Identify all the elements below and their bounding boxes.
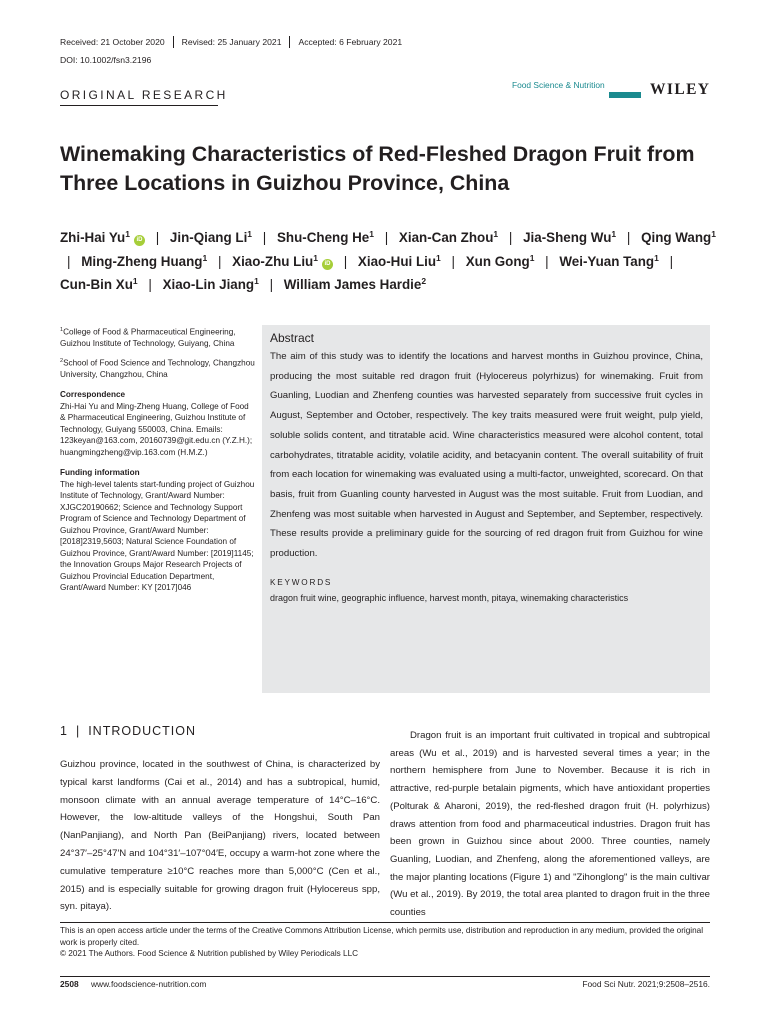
author-separator: | xyxy=(67,253,71,269)
orcid-icon[interactable]: iD xyxy=(322,259,333,270)
author-list xyxy=(60,226,720,297)
section-rule xyxy=(60,105,218,106)
author-name-text: Shu-Cheng He xyxy=(276,230,370,245)
author-name[interactable] xyxy=(170,230,252,245)
abstract-heading: Abstract xyxy=(270,331,315,345)
author-name-text: William James Hardie xyxy=(283,277,422,292)
correspondence-text: Zhi-Hai Yu and Ming-Zheng Huang, College of Food & Pharmaceutical Engineering, Guizhou Institute of Technology, Guiyang 550003, China. Emails: 123keyan@163.com, 20160739@git.edu.cn (Y.Z.H.); huangmingzheng@vip.163.com (H.M.Z.) xyxy=(60,401,253,457)
author-name[interactable] xyxy=(163,277,259,292)
funding-label: Funding information xyxy=(60,468,140,478)
article-title: Winemaking Characteristics of Red-Fleshed Dragon Fruit from Three Locations in Guizhou Province, China xyxy=(60,142,695,195)
journal-website-link[interactable]: www.foodscience-nutrition.com xyxy=(90,979,207,989)
author-separator: | xyxy=(626,230,631,245)
author-name[interactable] xyxy=(60,277,138,292)
affiliation-marker: 1 xyxy=(436,252,441,263)
author-name-text: Cun-Bin Xu xyxy=(60,277,133,292)
keywords-text: dragon fruit wine, geographic influence, harvest month, pitaya, winemaking characteristics xyxy=(270,592,629,603)
affiliation-marker: 1 xyxy=(132,276,138,286)
author-name[interactable] xyxy=(523,230,616,245)
intro-paragraph-1: Guizhou province, located in the southwest of China, is characterized by typical karst landforms (Cai et al., 2014) and has a subtropical, humid, monsoon climate with an annual average temperature of 14°C–16°C. However, the low-altitude valleys of the Hongshui, South Pan (NanPanjiang), and North Pan (BeiPanjiang) rivers, located between 24°37′–25°47′N and 104°31′–107°04′E, occupy a warm-hot zone where the cumulative temperature ≥10°C reaches more than 5,000°C (Cen et al., 2015) and is especially suitable for growing dragon fruit (Hylocereus spp, syn. pitaya). xyxy=(60,759,380,913)
journal-logo: Food Science & Nutrition xyxy=(512,80,605,90)
author-name[interactable] xyxy=(358,254,441,269)
open-access-badge xyxy=(609,92,641,98)
author-separator: | xyxy=(669,253,674,269)
intro-left-column xyxy=(60,756,380,916)
author-separator: | xyxy=(269,277,274,292)
affiliation-text: School of Food Science and Technology, Changzhou University, Changzhou, China xyxy=(60,358,255,379)
page-footer xyxy=(60,976,710,989)
author-separator: | xyxy=(451,253,455,269)
author-name-text: Ming-Zheng Huang xyxy=(81,253,203,269)
author-separator: | xyxy=(155,230,160,245)
author-name[interactable] xyxy=(60,230,145,245)
accepted-date: Accepted: 6 February 2021 xyxy=(289,36,410,48)
correspondence-label: Correspondence xyxy=(60,390,126,400)
keywords-label: KEYWORDS xyxy=(270,577,333,587)
page-number: 2508 xyxy=(60,979,79,989)
author-name[interactable] xyxy=(232,254,333,269)
author-name-text: Jin-Qiang Li xyxy=(169,230,248,245)
author-name-text: Xiao-Hui Liu xyxy=(357,253,437,269)
received-date: Received: 21 October 2020 xyxy=(60,37,165,47)
abstract-text: The aim of this study was to identify the locations and harvest months in Guizhou province, China, producing the most suitable red dragon fruit (Hylocereus polyrhizus) for winemaking. Fruit from Guanling, Luodian and Zhenfeng counties was harvested separately from successive fruit cycles in August, September and October, respectively. The key traits measured were fruit weight, pulp yield, soluble solids content, and titratable acid. Wine characteristics measured were alcohol content, total carbohydrates, titratable acidity, volatile acidity, and betacyanin content. The overall suitability of fruit from each location for winemaking was evaluated using a multi-factor, unweighted, scorecard. On that basis, fruit from Guanling county harvested in August was the most suitable. Fruit from Luodian, and Zhenfeng was most suitable when harvested in August and September, and September, respectively. These results provide a preliminary guide for the sourcing of red dragon fruit from Guizhou for wine production. xyxy=(270,351,703,560)
affiliation-marker: 1 xyxy=(313,252,318,263)
affiliation-marker: 1 xyxy=(254,276,259,286)
intro-number: 1 xyxy=(60,724,68,738)
section-label: ORIGINAL RESEARCH xyxy=(60,88,228,102)
affiliation-marker: 1 xyxy=(369,229,374,239)
author-separator: | xyxy=(262,230,267,245)
heading-separator: | xyxy=(75,724,81,738)
intro-paragraph-2: Dragon fruit is an important fruit cultivated in tropical and subtropical areas (Wu et al., 2019) and is harvested several times a year; in the northern hemisphere from June to November. Because it is rich in attractive, red-purple betalain pigments, which have antioxidant properties (Polturak & Aharoni, 2019), the red-fleshed dragon fruit (H. polyrhizus) draws attention from food and pharmaceutical industries. Dragon fruit has been grown in Guizhou since about 2000. Three counties, namely Guanling, Luodian, and Zhenfeng, along the aforementioned valleys, are the major planting locations (Figure 1) and "Zihonglong" is the main cultivar (Wu et al., 2019). By 2019, the total area planted to dragon fruit in the three counties xyxy=(390,730,710,919)
doi-link[interactable]: DOI: 10.1002/fsn3.2196 xyxy=(60,55,152,65)
affiliation-number: 2 xyxy=(60,357,64,364)
affiliation-item xyxy=(60,325,255,350)
affiliation-marker: 1 xyxy=(202,252,208,263)
author-name-text: Xian-Can Zhou xyxy=(398,230,494,245)
author-name-text: Xiao-Lin Jiang xyxy=(162,277,255,292)
author-name[interactable] xyxy=(466,254,535,269)
affiliation-marker: 1 xyxy=(529,252,535,263)
article-dates xyxy=(60,36,410,48)
author-name-text: Zhi-Hai Yu xyxy=(60,230,126,245)
author-name[interactable] xyxy=(399,230,498,245)
affiliation-marker: 1 xyxy=(654,252,659,263)
author-name[interactable] xyxy=(81,254,207,269)
author-name[interactable] xyxy=(641,230,716,245)
intro-right-column xyxy=(390,727,710,922)
author-name[interactable] xyxy=(284,277,426,292)
author-name-text: Wei-Yuan Tang xyxy=(559,253,655,269)
affiliation-marker: 1 xyxy=(711,229,716,239)
author-name[interactable] xyxy=(277,230,374,245)
revised-date: Revised: 25 January 2021 xyxy=(173,36,290,48)
author-name[interactable] xyxy=(559,254,658,269)
abstract-box xyxy=(262,325,710,693)
author-name-text: Jia-Sheng Wu xyxy=(523,230,612,245)
author-separator: | xyxy=(384,230,389,245)
author-name-text: Qing Wang xyxy=(641,230,712,245)
author-separator: | xyxy=(343,253,348,269)
license-text: This is an open access article under the terms of the Creative Commons Attribution License, which permits use, distribution and reproduction in any medium, provided the original work is properly cited. xyxy=(60,926,704,947)
affiliation-text: College of Food & Pharmaceutical Engineering, Guizhou Institute of Technology, Guiyang, China xyxy=(60,327,236,349)
affiliation-marker: 2 xyxy=(421,276,427,286)
author-separator: | xyxy=(148,277,152,292)
affiliation-marker: 1 xyxy=(125,229,130,239)
affiliation-marker: 1 xyxy=(493,229,499,239)
author-name-text: Xiao-Zhu Liu xyxy=(232,253,314,269)
affiliation-item xyxy=(60,356,255,381)
orcid-icon[interactable]: iD xyxy=(134,235,145,246)
intro-title: INTRODUCTION xyxy=(88,724,197,738)
intro-heading xyxy=(60,724,196,738)
copyright-text: © 2021 The Authors. Food Science & Nutrition published by Wiley Periodicals LLC xyxy=(60,949,359,959)
citation: Food Sci Nutr. 2021;9:2508–2516. xyxy=(582,979,710,989)
affiliation-number: 1 xyxy=(60,327,64,333)
author-separator: | xyxy=(545,253,549,269)
author-name-text: Xun Gong xyxy=(465,253,530,269)
license-note xyxy=(60,922,710,960)
author-separator: | xyxy=(217,253,222,269)
affiliation-marker: 1 xyxy=(611,229,617,239)
affiliation-list xyxy=(60,325,255,380)
publisher-logo: WILEY xyxy=(650,81,711,98)
author-separator: | xyxy=(508,230,513,245)
article-info-sidebar xyxy=(60,325,255,594)
affiliation-marker: 1 xyxy=(247,229,253,239)
funding-text: The high-level talents start-funding project of Guizhou Institute of Technology, Grant/Award Number: XJGC20190662; Science and Technology Support Program of Science and Technology Department of Guizhou Province, Grant/Award Number: [2018]2319,5603; Natural Science Foundation of Guizhou Province, Grant/Award Number: [2019]1145; the Innovation Groups Major Research Projects of Guizhou Provincial Education Department, Grant/Award Number: KY [2017]046 xyxy=(60,479,255,593)
